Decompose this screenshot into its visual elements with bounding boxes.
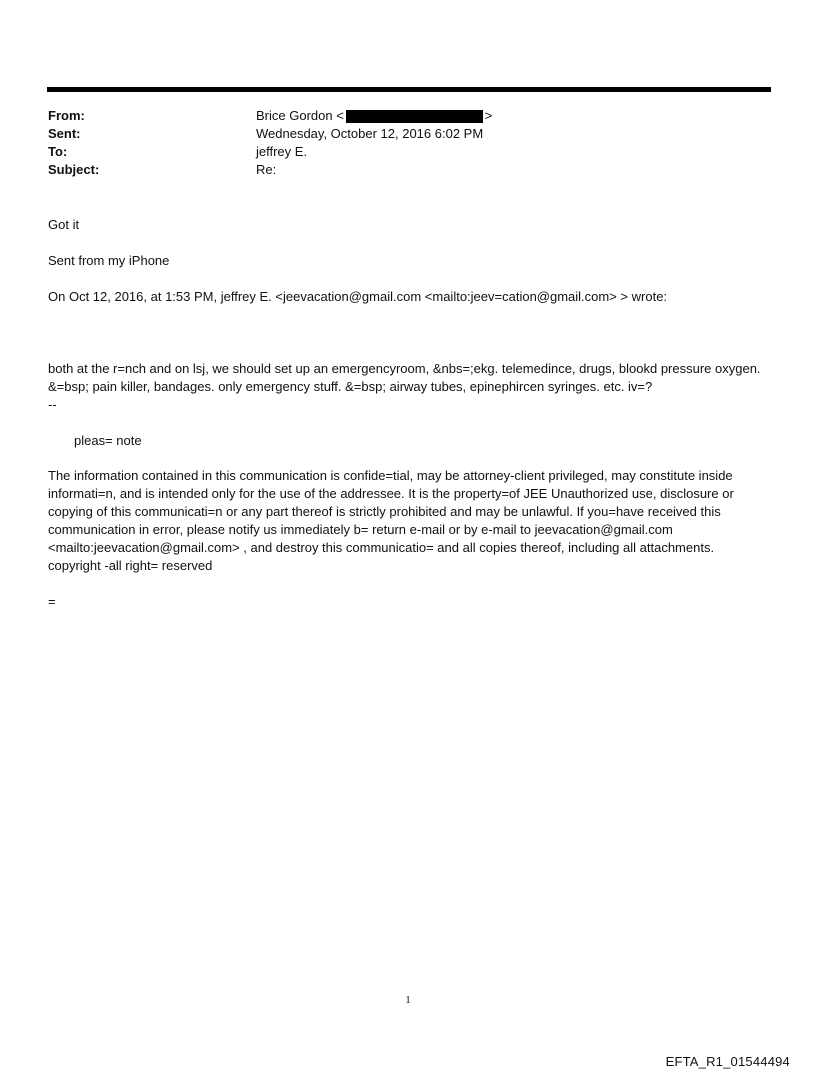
sent-row [48,125,768,143]
subject-label: Subject: [48,162,100,177]
header-divider [47,87,771,92]
trailing-char: = [48,594,56,609]
from-close: > [484,108,493,123]
from-name: Brice Gordon < [256,108,344,123]
sent-label: Sent: [48,126,81,141]
to-value: jeffrey E. [256,144,308,159]
sent-value: Wednesday, October 12, 2016 6:02 PM [256,126,484,141]
quote-intro: On Oct 12, 2016, at 1:53 PM, jeffrey E. <jeevacation@gmail.com <mailto:jeev=cation@gmail.com> > wrote: [48,289,668,304]
signature-text: Sent from my iPhone [48,253,170,268]
bates-id: EFTA_R1_01544494 [665,1054,790,1069]
email-headers [48,107,768,179]
disclaimer-text: The information contained in this communication is confide=tial, may be attorney-client privileged, may constitute inside informati=n, and is intended only for the use of the addressee. It is the property=of JEE Unauthorized use, disclosure or copying of this communicati=n or any part thereof is strictly prohibited and may be unlawful. If you=have received this communication in error, please notify us immediately b= return e-mail or by e-mail to jeevacation@gmail.com <mailto:jeevacation@gmail.com> , and destroy this communicatio= and all copies thereof, including all attachments. copyright -all right= reserved [48,468,734,573]
from-row [48,107,768,125]
page-number: 1 [405,994,411,1006]
from-label: From: [48,108,85,123]
redaction-box [346,110,483,123]
to-row [48,143,768,161]
from-value [256,107,768,125]
subject-row [48,161,768,179]
quoted-message: both at the r=nch and on lsj, we should set up an emergencyroom, &nbs=;ekg. telemedince, drugs, blookd pressure oxygen. &=bsp; pain killer, bandages. only emergency stuff. &=bsp; airway tubes, epinephircen syringes. etc. iv=? [48,361,761,394]
dashes: -- [48,397,57,412]
subject-value: Re: [256,162,277,177]
note-text: pleas= note [74,433,142,448]
to-label: To: [48,144,68,159]
reply-text: Got it [48,217,80,232]
